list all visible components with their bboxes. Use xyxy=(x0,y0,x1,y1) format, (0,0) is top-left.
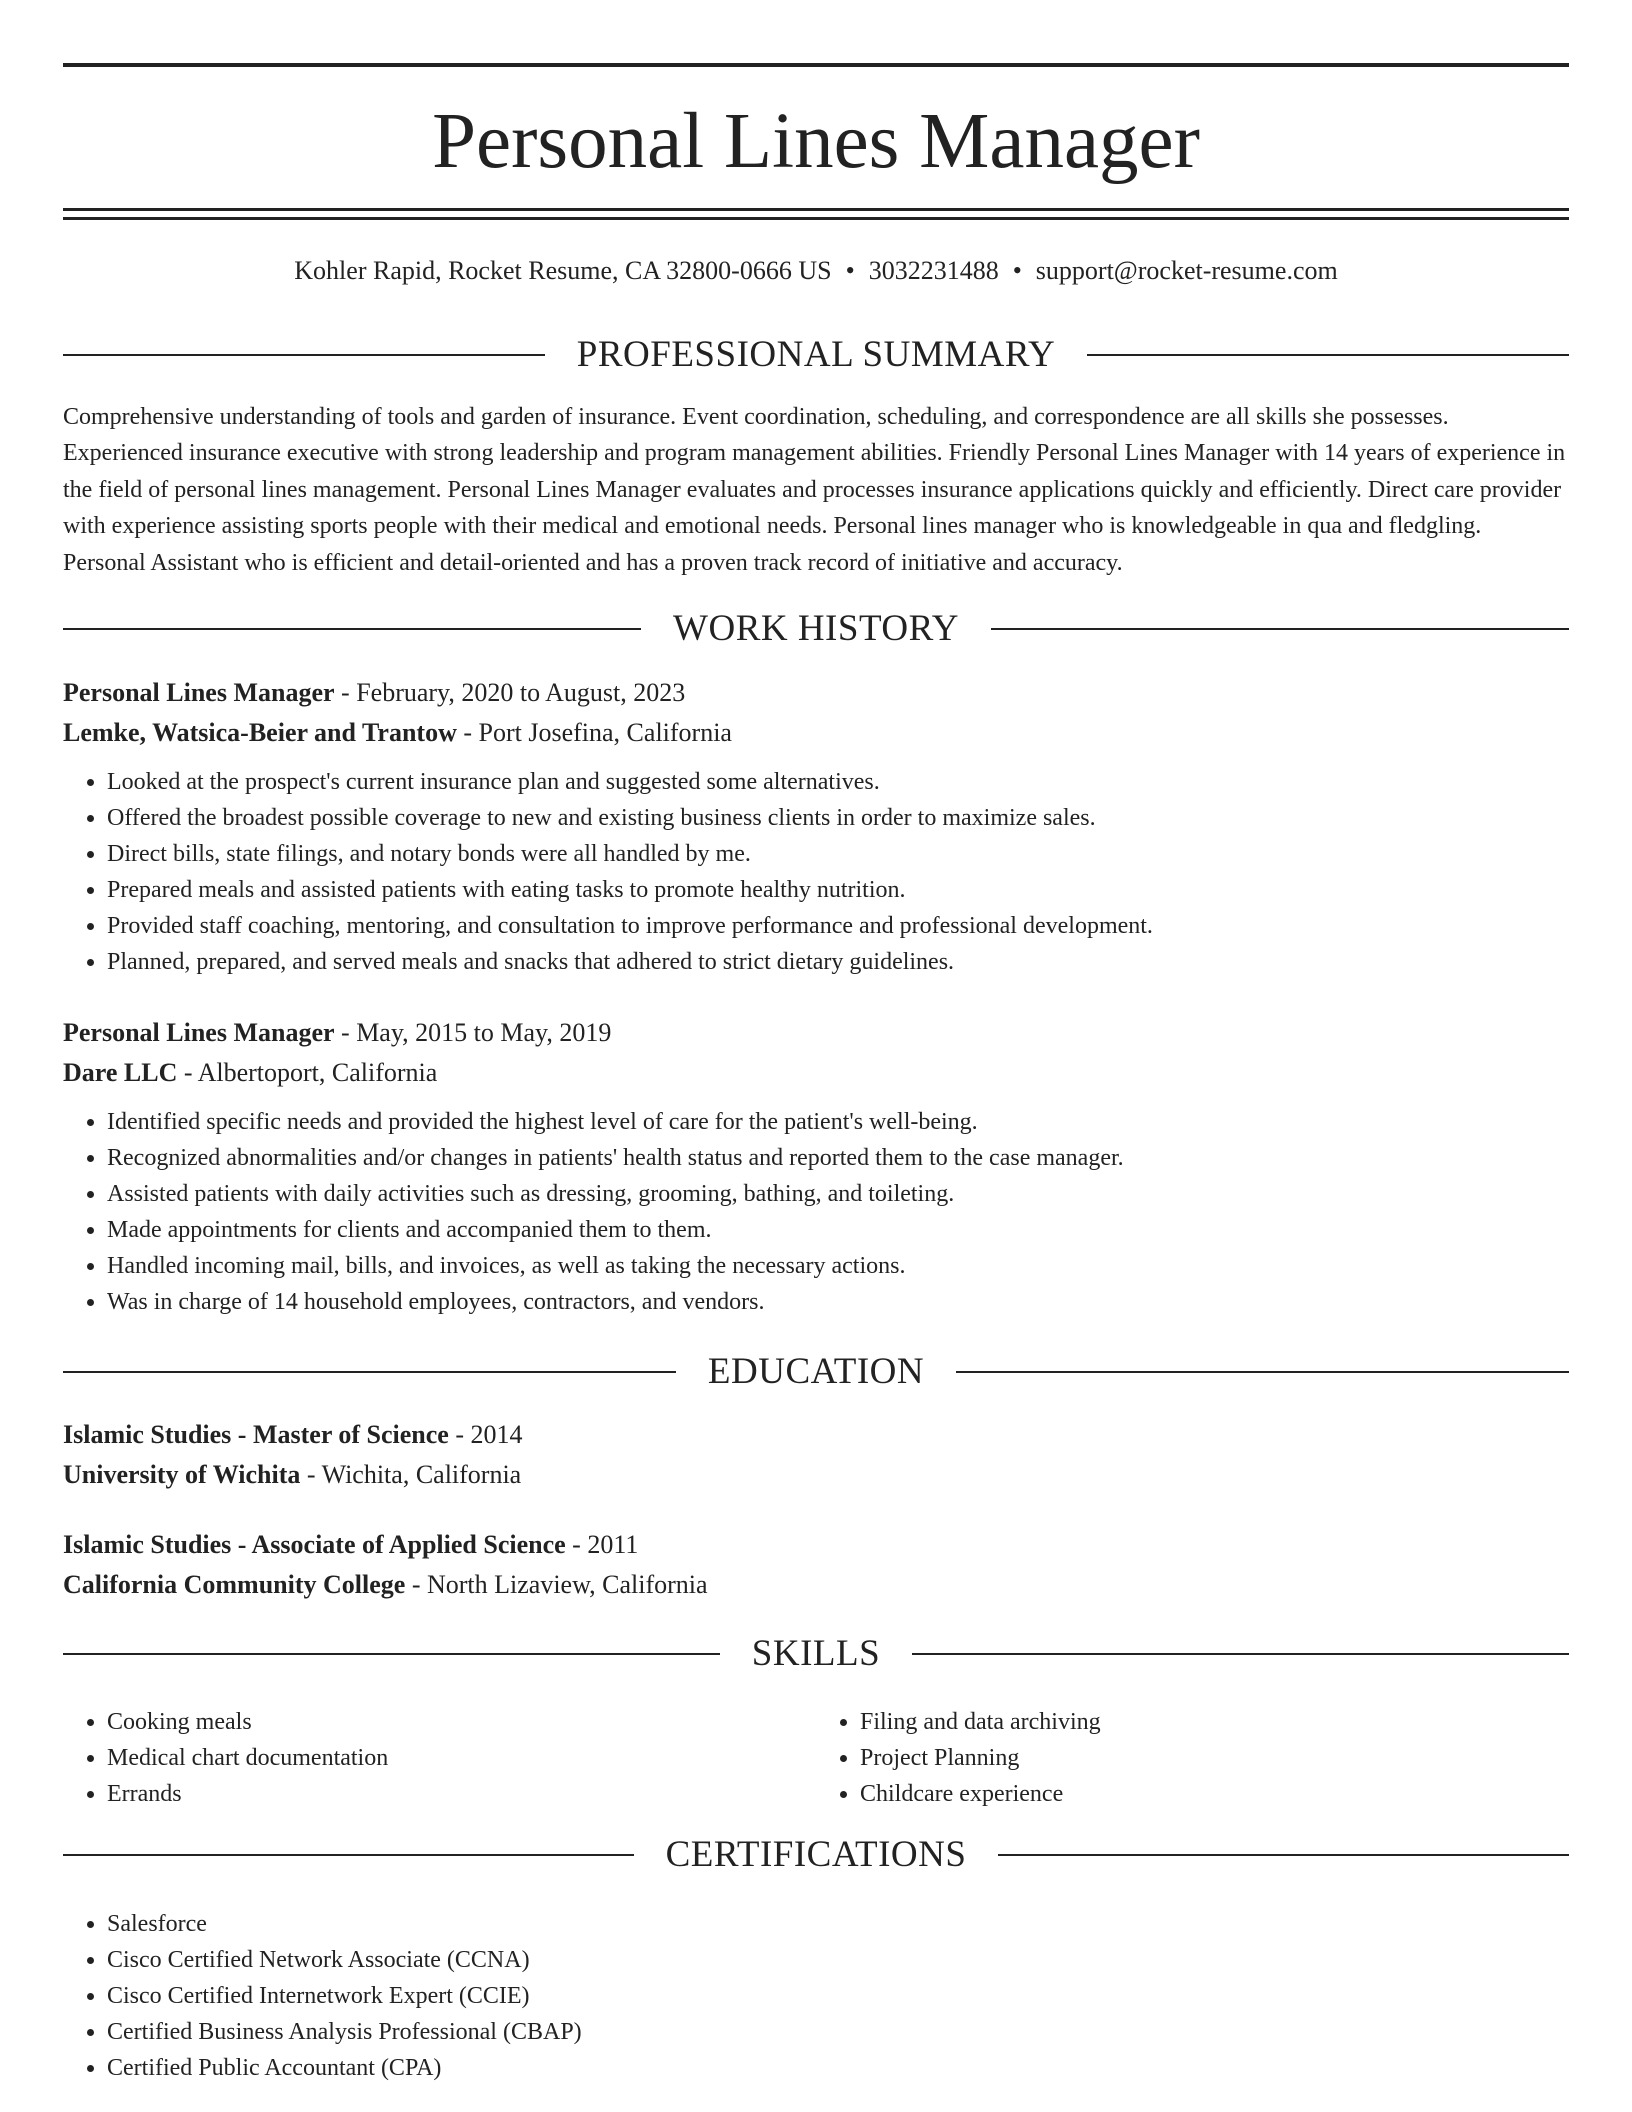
heading-rule xyxy=(63,1371,676,1373)
certifications-list xyxy=(63,1906,1569,2086)
list-item: • Looked at the prospect's current insurance plan and suggested some alternatives. xyxy=(107,764,1569,800)
list-item: • Offered the broadest possible coverage to new and existing business clients in order to maximize sales. xyxy=(107,800,1569,836)
degree-line xyxy=(63,1525,1569,1565)
school-line xyxy=(63,1455,1569,1495)
skills-column-right xyxy=(816,1704,1569,1812)
job-title: Personal Lines Manager xyxy=(63,678,335,707)
heading-rule xyxy=(63,1854,634,1856)
certification-item: • Certified Business Analysis Professional (CBAP) xyxy=(107,2014,1569,2050)
section-heading-skills xyxy=(63,1632,1569,1676)
job-title-line xyxy=(63,673,1569,713)
section-title: WORK HISTORY xyxy=(673,608,959,649)
section-title: EDUCATION xyxy=(707,1351,925,1392)
list-item: • Direct bills, state filings, and notary bonds were all handled by me. xyxy=(107,836,1569,872)
heading-rule xyxy=(912,1653,1569,1655)
contact-separator: • xyxy=(845,256,855,285)
section-title: SKILLS xyxy=(751,1633,881,1674)
list-item: • Was in charge of 14 household employees, contractors, and vendors. xyxy=(107,1284,1569,1320)
job-company-line xyxy=(63,713,1569,753)
heading-rule xyxy=(63,354,545,356)
section-heading-work-history xyxy=(63,607,1569,651)
school-line xyxy=(63,1565,1569,1605)
job-title-line xyxy=(63,1013,1569,1053)
skill-item: • Cooking meals xyxy=(107,1704,816,1740)
contact-line xyxy=(63,253,1569,289)
school-location: - North Lizaview, California xyxy=(405,1570,708,1599)
job-entry xyxy=(63,1013,1569,1093)
list-item: • Recognized abnormalities and/or changes in patients' health status and reported them to the case manager. xyxy=(107,1140,1569,1176)
degree: Islamic Studies - Associate of Applied Science xyxy=(63,1530,566,1559)
job-bullets xyxy=(63,1104,1569,1320)
certification-item: • Salesforce xyxy=(107,1906,1569,1942)
summary-text: Comprehensive understanding of tools and garden of insurance. Event coordination, scheduling, and correspondence are all skills she possesses. Experienced insurance executive with strong leadership and program management abilities. Friendly Personal Lines Manager with 14 years of experience in the field of personal lines management. Personal Lines Manager evaluates and processes insurance applications quickly and efficiently. Direct care provider with experience assisting sports people with their medical and emotional needs. Personal lines manager who is knowledgeable in qua and fledgling. Personal Assistant who is efficient and detail-oriented and has a proven track record of initiative and accuracy. xyxy=(63,404,1566,576)
list-item: • Planned, prepared, and served meals and snacks that adhered to strict dietary guidelines. xyxy=(107,944,1569,980)
section-heading-summary xyxy=(63,333,1569,377)
job-company-line xyxy=(63,1053,1569,1093)
skill-item: • Medical chart documentation xyxy=(107,1740,816,1776)
list-item: • Assisted patients with daily activities such as dressing, grooming, bathing, and toileting. xyxy=(107,1176,1569,1212)
skill-item: • Errands xyxy=(107,1776,816,1812)
school: California Community College xyxy=(63,1570,406,1599)
school: University of Wichita xyxy=(63,1460,301,1489)
heading-rule xyxy=(63,628,641,630)
certification-item: • Cisco Certified Internetwork Expert (CCIE) xyxy=(107,1978,1569,2014)
education-entry xyxy=(63,1415,1569,1495)
skill-item: • Project Planning xyxy=(860,1740,1569,1776)
contact-separator: • xyxy=(1012,256,1022,285)
job-company: Lemke, Watsica-Beier and Trantow xyxy=(63,718,457,747)
job-dates: - February, 2020 to August, 2023 xyxy=(334,678,686,707)
job-company: Dare LLC xyxy=(63,1058,178,1087)
degree-line xyxy=(63,1415,1569,1455)
list-item: • Identified specific needs and provided the highest level of care for the patient's well-being. xyxy=(107,1104,1569,1140)
heading-rule xyxy=(1087,354,1569,356)
degree-year: - 2011 xyxy=(565,1530,639,1559)
heading-rule xyxy=(63,1653,720,1655)
skill-item: • Filing and data archiving xyxy=(860,1704,1569,1740)
list-item: • Provided staff coaching, mentoring, and consultation to improve performance and professional development. xyxy=(107,908,1569,944)
skills-list xyxy=(63,1704,1569,1812)
list-item: • Handled incoming mail, bills, and invoices, as well as taking the necessary actions. xyxy=(107,1248,1569,1284)
list-item: • Made appointments for clients and accompanied them to them. xyxy=(107,1212,1569,1248)
job-entry xyxy=(63,673,1569,753)
degree-year: - 2014 xyxy=(448,1420,523,1449)
section-heading-education xyxy=(63,1350,1569,1394)
education-entry xyxy=(63,1525,1569,1605)
certification-item: • Cisco Certified Network Associate (CCNA) xyxy=(107,1942,1569,1978)
job-dates: - May, 2015 to May, 2019 xyxy=(334,1018,612,1047)
job-title: Personal Lines Manager xyxy=(63,1018,335,1047)
contact-phone: 3032231488 xyxy=(868,256,999,285)
list-item: • Prepared meals and assisted patients with eating tasks to promote healthy nutrition. xyxy=(107,872,1569,908)
job-location: - Port Josefina, California xyxy=(456,718,732,747)
section-heading-certifications xyxy=(63,1833,1569,1877)
skill-item: • Childcare experience xyxy=(860,1776,1569,1812)
certification-item: • Certified Public Accountant (CPA) xyxy=(107,2050,1569,2086)
heading-rule xyxy=(991,628,1569,630)
header-double-rule xyxy=(63,208,1569,220)
header-top-rule xyxy=(63,63,1569,67)
heading-rule xyxy=(998,1854,1569,1856)
section-title: PROFESSIONAL SUMMARY xyxy=(576,334,1056,375)
job-location: - Albertoport, California xyxy=(177,1058,438,1087)
job-bullets xyxy=(63,764,1569,980)
contact-email: support@rocket-resume.com xyxy=(1035,256,1338,285)
resume-name: Personal Lines Manager xyxy=(432,98,1200,185)
section-title: CERTIFICATIONS xyxy=(665,1834,967,1875)
school-location: - Wichita, California xyxy=(300,1460,522,1489)
heading-rule xyxy=(956,1371,1569,1373)
degree: Islamic Studies - Master of Science xyxy=(63,1420,449,1449)
skills-column-left xyxy=(63,1704,816,1812)
contact-address: Kohler Rapid, Rocket Resume, CA 32800-0666 US xyxy=(294,256,832,285)
